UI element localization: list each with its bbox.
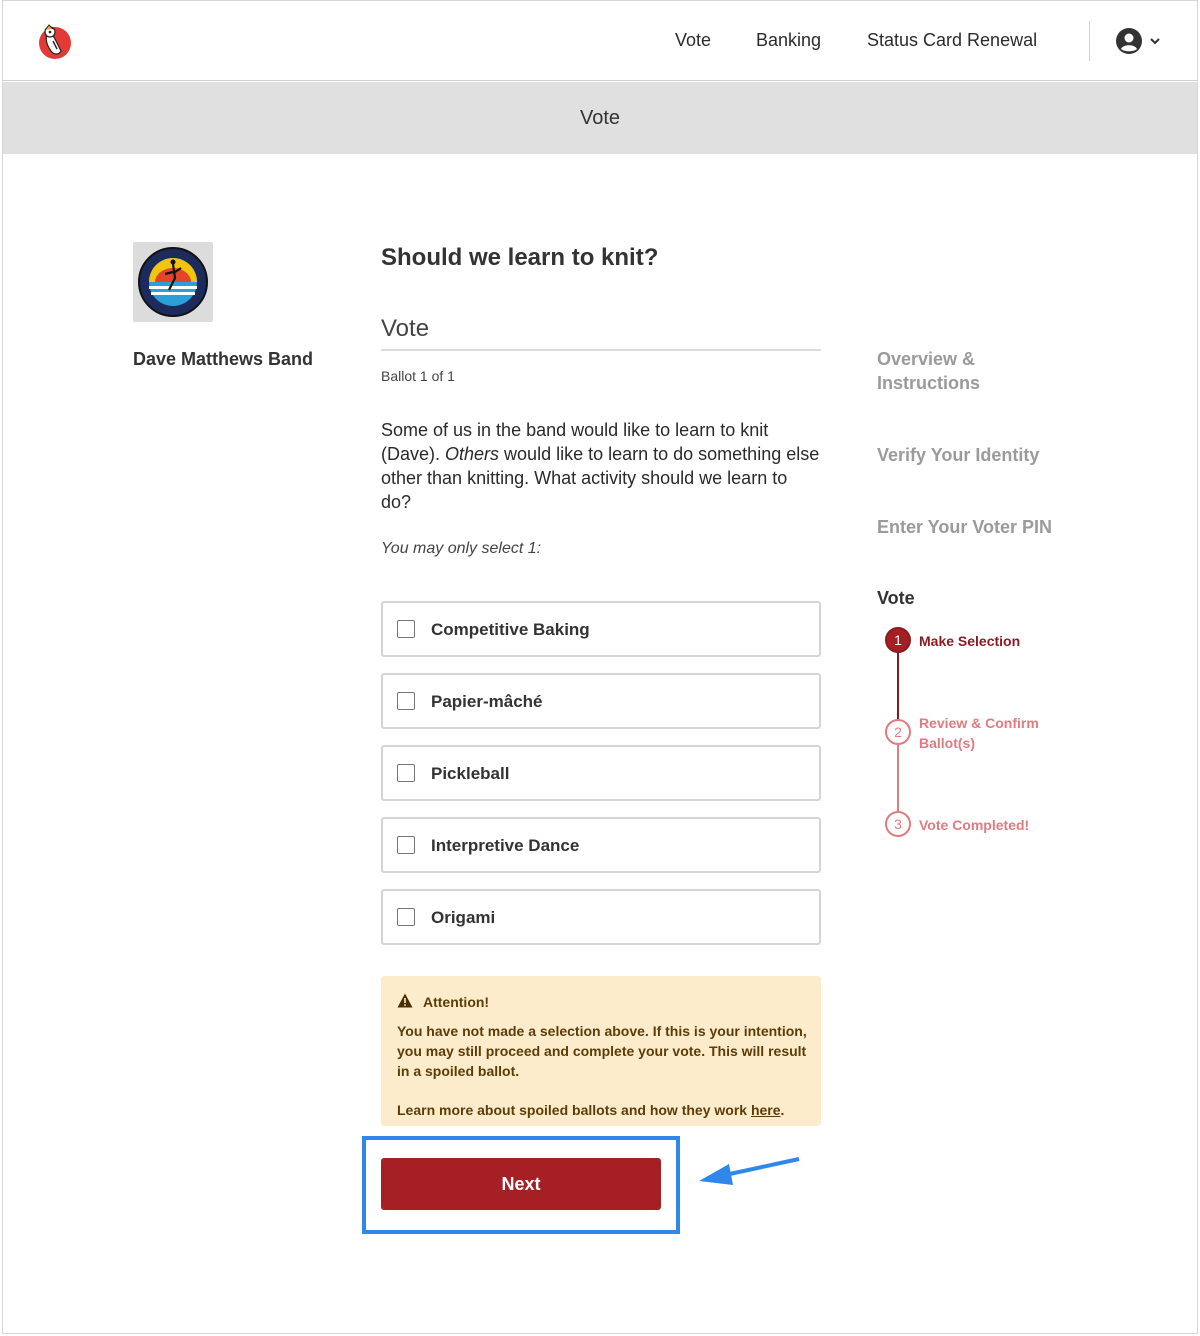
spoiled-ballot-alert <box>381 976 821 1126</box>
learn-more-text: Learn more about spoiled ballots and how they work <box>397 1102 751 1118</box>
description-text-1: Some of us in the band would like to learn to knit (Dave). <box>381 420 769 464</box>
learn-more-link[interactable]: here <box>750 1102 781 1118</box>
section-heading: Vote <box>381 315 430 342</box>
page-header-band <box>3 82 1197 154</box>
step-vote: Vote <box>877 588 915 608</box>
step-voter-pin: Enter Your Voter PIN <box>877 517 1053 537</box>
nav-banking-link[interactable]: Banking <box>756 30 822 50</box>
option-interpretive-dance[interactable] <box>381 817 821 873</box>
question-title: Should we learn to knit? <box>381 244 659 271</box>
learn-more-suffix: . <box>780 1102 785 1118</box>
nav-status-card-link[interactable]: Status Card Renewal <box>867 30 1038 50</box>
option-label: Competitive Baking <box>431 620 590 639</box>
step-3-number: 3 <box>894 816 902 832</box>
pointer-arrow-icon <box>695 1151 805 1195</box>
option-pickleball[interactable] <box>381 745 821 801</box>
question-description <box>381 418 821 514</box>
page-frame <box>2 0 1198 1334</box>
option-competitive-baking[interactable] <box>381 601 821 657</box>
alert-title: Attention! <box>423 994 490 1010</box>
substep-review-confirm: Review & Confirm Ballot(s) <box>919 715 1039 751</box>
alert-learn-more <box>397 1102 784 1118</box>
option-checkbox[interactable] <box>397 908 415 926</box>
description-emphasis: Others <box>445 444 500 464</box>
nav-vote-link[interactable]: Vote <box>675 30 712 50</box>
account-menu[interactable] <box>1115 27 1165 55</box>
option-origami[interactable] <box>381 889 821 945</box>
step-1-number: 1 <box>894 632 902 648</box>
option-checkbox[interactable] <box>397 620 415 638</box>
substep-vote-completed: Vote Completed! <box>919 817 1030 833</box>
step-verify-identity: Verify Your Identity <box>877 445 1040 465</box>
description-text-2: would like to learn to do something else other than knitting. What activity should we learn to do? <box>381 444 820 512</box>
step-overview: Overview & Instructions <box>877 349 981 393</box>
organization-name: Dave Matthews Band <box>133 349 314 369</box>
step-2-number: 2 <box>894 724 902 740</box>
substep-make-selection: Make Selection <box>919 633 1021 649</box>
option-checkbox[interactable] <box>397 836 415 854</box>
next-button[interactable]: Next <box>381 1158 661 1210</box>
nav-divider <box>1089 21 1090 61</box>
top-navigation <box>3 1 1197 81</box>
ballot-counter: Ballot 1 of 1 <box>381 368 455 384</box>
option-label: Interpretive Dance <box>431 836 580 855</box>
selection-limit-note: You may only select 1: <box>381 540 542 557</box>
option-label: Origami <box>431 908 496 927</box>
option-checkbox[interactable] <box>397 764 415 782</box>
organization-logo <box>133 242 213 322</box>
option-checkbox[interactable] <box>397 692 415 710</box>
page-title: Vote <box>579 107 621 129</box>
band-badge-icon <box>133 242 213 322</box>
option-label: Papier-mâché <box>431 692 543 711</box>
alert-message: You have not made a selection above. If this is your intention, you may still proceed and complete your vote. This will result in a spoiled ballot. <box>397 1023 807 1079</box>
warning-icon <box>397 993 413 1008</box>
option-papier-mache[interactable] <box>381 673 821 729</box>
section-divider <box>381 349 821 351</box>
user-avatar-icon <box>1115 27 1143 55</box>
chevron-down-icon <box>1149 35 1161 47</box>
app-logo-icon[interactable] <box>35 21 73 61</box>
option-label: Pickleball <box>431 764 510 783</box>
